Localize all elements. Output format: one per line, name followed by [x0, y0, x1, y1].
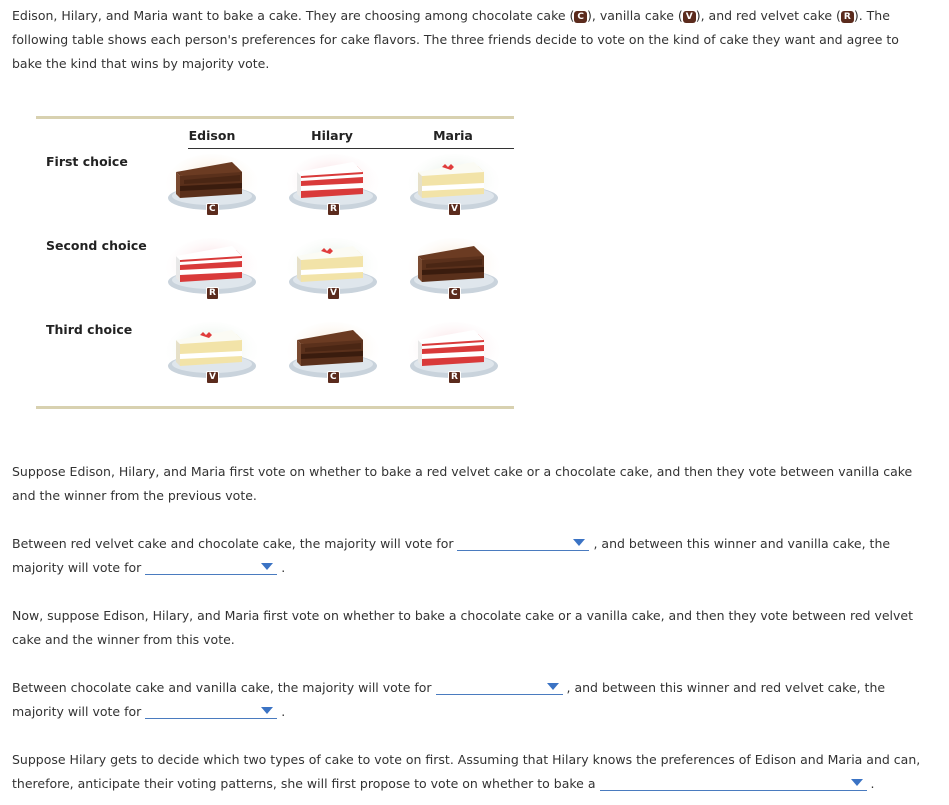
red-velvet-cake-icon — [406, 322, 502, 396]
cake-flavor-badge: V — [327, 287, 340, 300]
scenario2-question: Between chocolate cake and vanilla cake, the majority will vote for , and between this winner and red velvet cake, the majority will vote for . — [12, 680, 886, 719]
column-header-maria: Maria — [433, 128, 473, 143]
cake-flavor-badge: R — [327, 203, 340, 216]
row-label-second-choice: Second choice — [46, 238, 147, 253]
vanilla-cake-icon — [285, 238, 381, 312]
chocolate-cake-icon — [164, 154, 260, 228]
scenario1-paragraph: Suppose Edison, Hilary, and Maria first vote on whether to bake a red velvet cake or a chocolate cake, and then they vote between vanilla cake and the winner from the previous vote. — [12, 464, 913, 503]
chevron-down-icon — [261, 707, 273, 714]
scenario3-agenda-dropdown[interactable] — [600, 774, 867, 791]
cake-flavor-badge: C — [327, 371, 340, 384]
cake-flavor-badge: R — [206, 287, 219, 300]
preference-table — [36, 116, 514, 410]
scenario2-paragraph: Now, suppose Edison, Hilary, and Maria first vote on whether to bake a chocolate cake or a vanilla cake, and then they vote between red velvet cake and the winner from this vote. — [12, 608, 913, 647]
table-bottom-rule — [36, 406, 514, 409]
chocolate-cake-icon — [285, 322, 381, 396]
scenario2-final-vote-dropdown[interactable] — [145, 702, 277, 719]
cake-flavor-badge: C — [206, 203, 219, 216]
scenario1-first-vote-dropdown[interactable] — [457, 534, 589, 551]
scenario2-first-vote-dropdown[interactable] — [436, 678, 563, 695]
chocolate-badge: C — [574, 11, 587, 23]
cake-flavor-badge: R — [448, 371, 461, 384]
vanilla-cake-icon — [406, 154, 502, 228]
scenario1-question: Between red velvet cake and chocolate cake, the majority will vote for , and between this winner and vanilla cake, the majority will vote for . — [12, 536, 891, 575]
chevron-down-icon — [261, 563, 273, 570]
scenario3-paragraph: Suppose Hilary gets to decide which two types of cake to vote on first. Assuming that Hilary knows the preferences of Edison and Maria and can, therefore, anticipate their voting patterns, she will first propose to vote on whether to bake a . — [12, 752, 921, 791]
row-label-first-choice: First choice — [46, 154, 128, 169]
vanilla-cake-icon — [164, 322, 260, 396]
red-velvet-cake-icon — [285, 154, 381, 228]
column-header-hilary: Hilary — [311, 128, 353, 143]
scenario1-final-vote-dropdown[interactable] — [145, 558, 277, 575]
cake-flavor-badge: C — [448, 287, 461, 300]
chevron-down-icon — [573, 539, 585, 546]
intro-paragraph: Edison, Hilary, and Maria want to bake a cake. They are choosing among chocolate cake ( C ), vanilla cake ( V ), and red velvet cake ( R ). The following table shows each person's preferences for cake flavors. The three friends decide to vote on the kind of cake they want and agree to bake the kind that wins by majority vote. — [12, 8, 899, 71]
red-velvet-badge: R — [841, 11, 854, 23]
chocolate-cake-icon — [406, 238, 502, 312]
row-label-third-choice: Third choice — [46, 322, 133, 337]
column-header-edison: Edison — [188, 128, 236, 143]
table-top-rule — [36, 116, 514, 119]
cake-flavor-badge: V — [448, 203, 461, 216]
chevron-down-icon — [851, 779, 863, 786]
header-divider — [188, 148, 514, 149]
red-velvet-cake-icon — [164, 238, 260, 312]
vanilla-badge: V — [683, 11, 696, 23]
cake-flavor-badge: V — [206, 371, 219, 384]
chevron-down-icon — [547, 683, 559, 690]
